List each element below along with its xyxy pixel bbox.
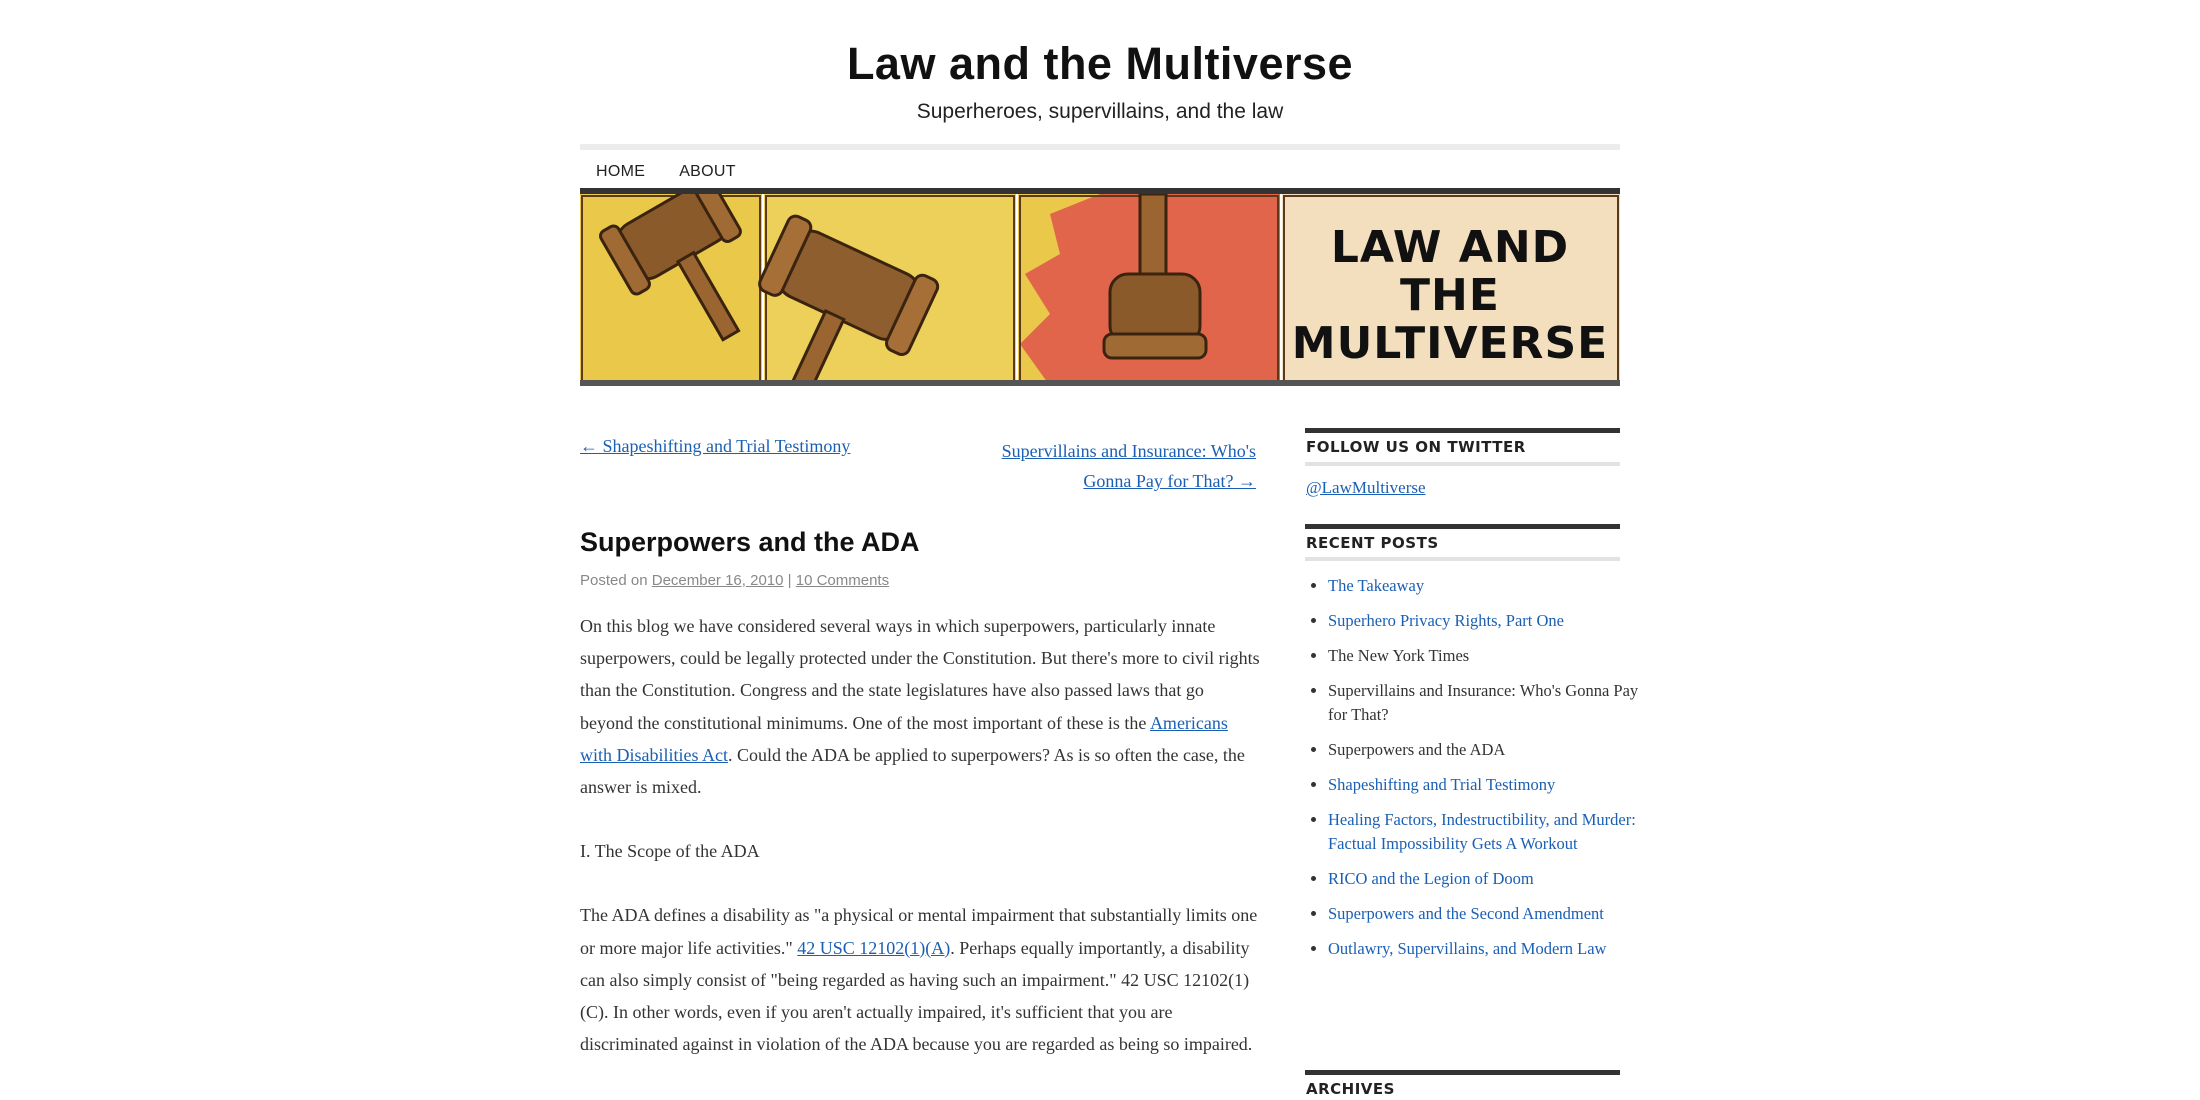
recent-post-link[interactable]: Superpowers and the ADA [1328,740,1506,759]
recent-post-link[interactable]: The Takeaway [1328,576,1425,595]
site-title[interactable]: Law and the Multiverse [846,38,1354,89]
main-nav [580,150,1620,188]
list-item [1328,644,1643,668]
post-meta [580,572,1260,589]
banner-bottom-divider [580,380,1620,386]
post-date-link[interactable]: December 16, 2010 [651,572,784,589]
post-text: . Perhaps equally importantly, a disability can also simply consist of "being regarded as having such an impairment." 42 USC 12102(1)(C). In other words, even if you aren't actually impaired, it's sufficient that you are discriminated against in violation of the ADA because you are regarded as being so impaired. [580,937,1253,1055]
list-item [1328,679,1643,727]
list-item [1328,738,1643,762]
banner-logo-line1: LAW AND THE [1330,222,1570,321]
nav-item-home[interactable]: HOME [596,163,646,180]
post-title[interactable]: Superpowers and the ADA [580,527,920,557]
recent-posts-list [1306,574,1643,972]
post-section-heading: I. The Scope of the ADA [580,841,760,862]
post-text: On this blog we have considered several ways in which superpowers, particularly innate superpowers, could be legally protected under the Constitution. But there's more to civil rights than the Constitution. Congress and the state legislatures have also passed laws that go beyond the constitutional minimums. One of the most important of these is the [580,616,1260,733]
header-banner [580,194,1620,386]
recent-post-link[interactable]: RICO and the Legion of Doom [1328,869,1534,888]
archives-heading: ARCHIVES [1306,1080,1395,1098]
recent-post-link[interactable]: Superhero Privacy Rights, Part One [1328,611,1565,630]
post-paragraph [580,899,1260,1060]
twitter-link[interactable]: @LawMultiverse [1306,478,1426,497]
sidebar-divider [1305,1070,1620,1075]
sidebar-divider [1305,462,1620,466]
next-post-link[interactable] [900,436,1256,496]
recent-post-link[interactable]: The New York Times [1328,646,1470,665]
recent-post-link[interactable]: Healing Factors, Indestructibility, and Murder: Factual Impossibility Gets A Workout [1328,810,1636,853]
recent-posts-heading: RECENT POSTS [1306,534,1439,552]
next-post-link-line2[interactable]: Gonna Pay for That? → [1083,471,1256,491]
list-item [1328,902,1643,926]
site-description: Superheroes, supervillains, and the law [916,100,1284,123]
list-item [1328,773,1643,797]
recent-post-link[interactable]: Outlawry, Supervillains, and Modern Law [1328,939,1607,958]
nav-item-about[interactable]: ABOUT [679,163,736,180]
list-item [1328,609,1643,633]
post-meta-prefix: Posted on [580,572,648,589]
next-post-link-line1[interactable]: Supervillains and Insurance: Who's [1001,441,1256,461]
post-meta-separator: | [787,572,792,589]
recent-post-link[interactable]: Shapeshifting and Trial Testimony [1328,775,1556,794]
usc-citation-link[interactable]: 42 USC 12102(1)(A) [797,937,951,958]
post-comments-link[interactable]: 10 Comments [795,572,890,589]
post-paragraph [580,610,1260,803]
sidebar-divider [1305,524,1620,529]
sidebar-divider [1305,557,1620,561]
ada-link[interactable]: Americans with Disabilities Act [580,712,1228,765]
list-item [1328,937,1643,961]
banner-logo [1285,224,1615,368]
list-item [1328,867,1643,891]
post-text: . Could the ADA be applied to superpowers? As is so often the case, the answer is mixed. [580,744,1245,798]
list-item [1328,574,1643,598]
recent-post-link[interactable]: Superpowers and the Second Amendment [1328,904,1604,923]
follow-heading: FOLLOW US ON TWITTER [1306,438,1526,456]
sidebar-divider [1305,428,1620,433]
banner-logo-line2: MULTIVERSE [1291,318,1609,369]
post-body [580,610,1260,1092]
list-item [1328,808,1643,856]
recent-post-link[interactable]: Supervillains and Insurance: Who's Gonna Pay for That? [1328,681,1639,724]
previous-post-link[interactable]: ← Shapeshifting and Trial Testimony [580,436,851,456]
post-text: The ADA defines a disability as "a physical or mental impairment that substantially limits one or more major life activities." [580,905,1258,958]
